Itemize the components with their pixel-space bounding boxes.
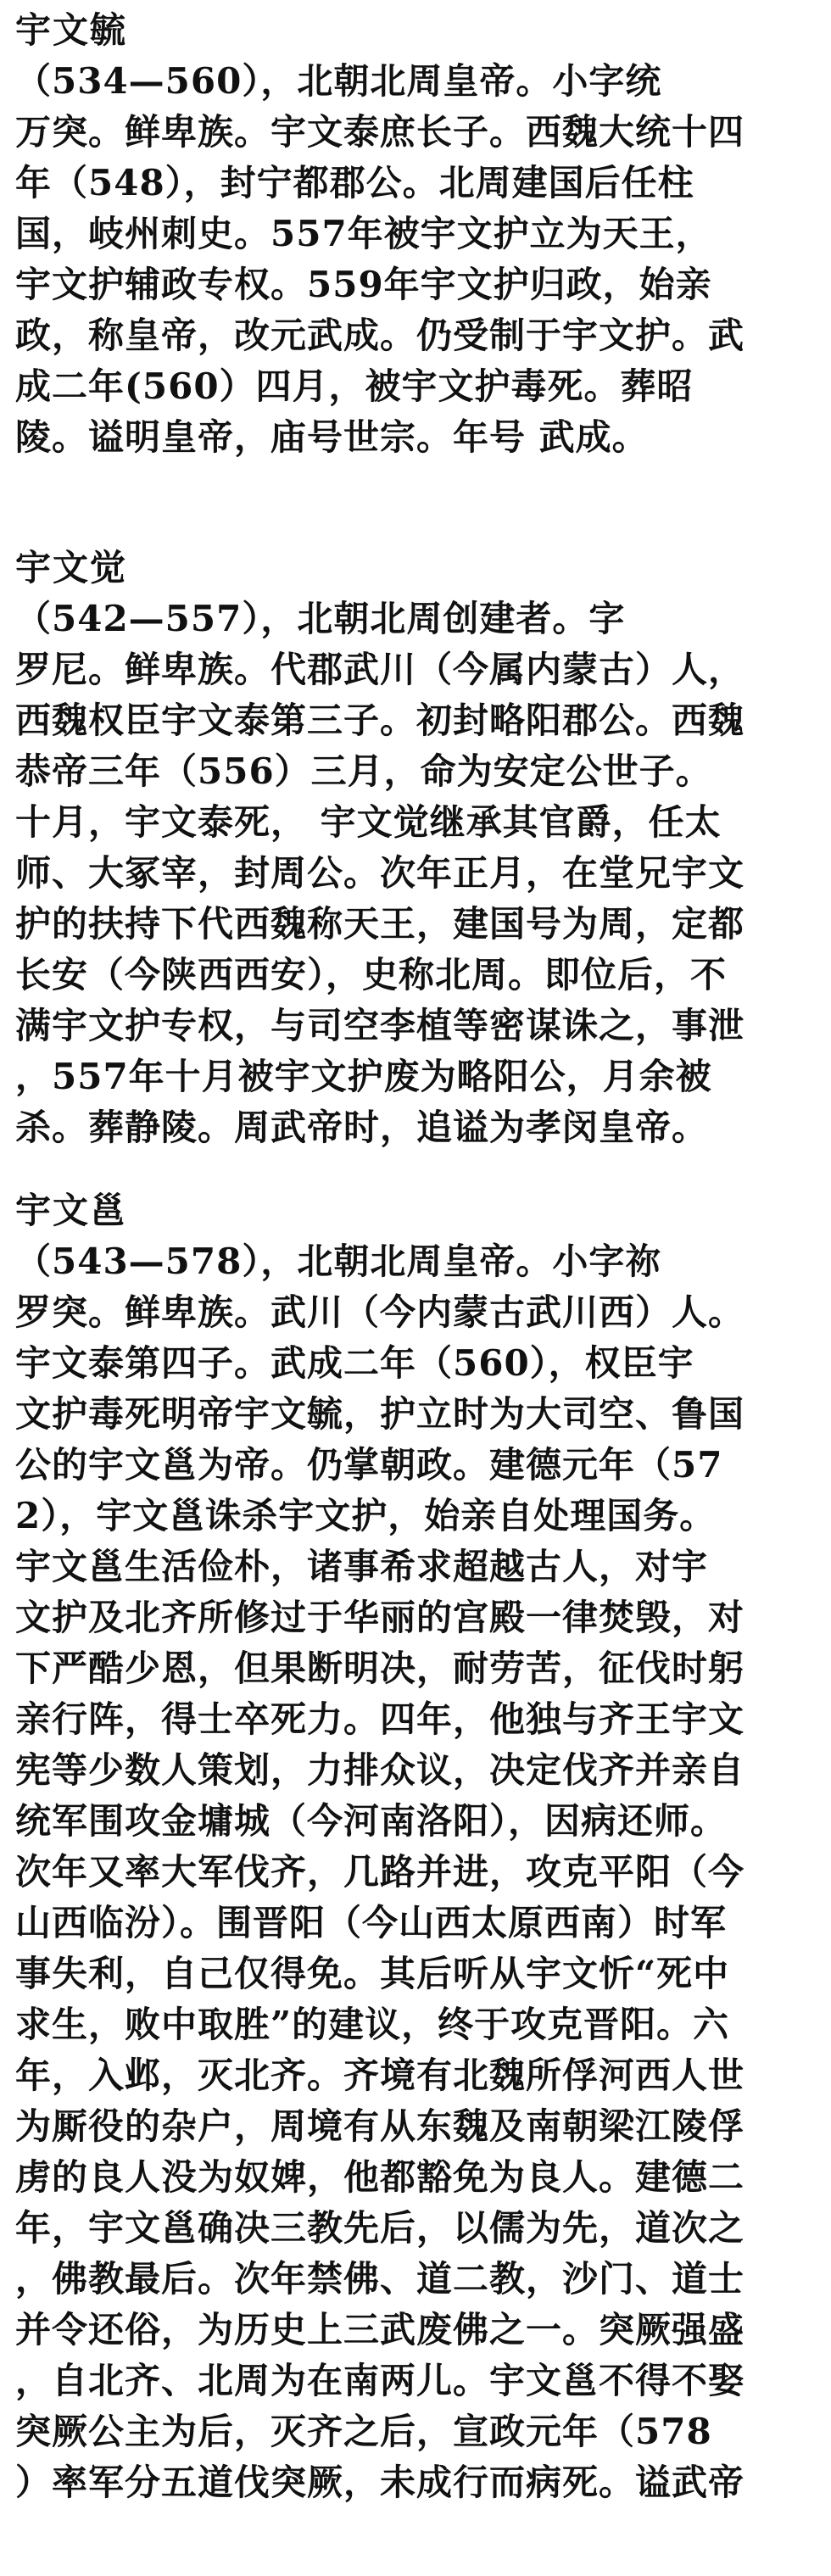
text-line: 为厮役的杂户，周境有从东魏及南朝梁江陵俘 [15,2105,745,2147]
entry-title: 宇文毓 [15,9,128,51]
text-line: 宇文泰第四子。武成二年（560），权臣宇 [15,1342,694,1384]
text-line: 长安（今陕西西安），史称北周。即位后，不 [15,954,728,995]
text-line: （534—560），北朝北周皇帝。小字统 [15,60,662,102]
text-line: 2），宇文邕诛杀宇文护，始亲自处理国务。 [15,1495,717,1536]
entry-title: 宇文邕 [15,1190,128,1231]
text-line: 万突。鲜卑族。宇文泰庶长子。西魏大统十四 [15,111,745,153]
entry-title: 宇文觉 [15,547,128,588]
text-line: （542—557），北朝北周创建者。字 [15,598,626,639]
text-line: 十月，宇文泰死， 宇文觉继承其官爵，任太 [15,801,722,843]
text-line: 西魏权臣宇文泰第三子。初封略阳郡公。西魏 [15,700,745,741]
text-line: 公的宇文邕为帝。仍掌朝政。建德元年（57 [15,1444,723,1486]
text-line: 宪等少数人策划，力排众议，决定伐齐并亲自 [15,1749,745,1791]
text-line: 次年又率大军伐齐，几路并进，攻克平阳（今 [15,1851,745,1893]
text-line: 成二年(560）四月，被宇文护毒死。葬昭 [15,365,694,407]
text-line: 师、大冢宰，封周公。次年正月，在堂兄宇文 [15,852,745,894]
text-line: 陵。谥明皇帝，庙号世宗。年号 武成。 [15,416,649,458]
text-line: 求生，败中取胜”的建议，终于攻克晋阳。六 [15,2004,730,2045]
text-line: 满宇文护专权，与司空李植等密谋诛之，事泄 [15,1005,745,1046]
text-line: 突厥公主为后，灭齐之后，宣政元年（578 [15,2411,712,2452]
text-line: 文护毒死明帝宇文毓，护立时为大司空、鲁国 [15,1393,745,1435]
text-line: ）率军分五道伐突厥，未成行而病死。谥武帝 [15,2462,745,2503]
text-line: 年（548），封宁都郡公。北周建国后任柱 [15,162,694,204]
text-line: ，自北齐、北周为在南两儿。宇文邕不得不娶 [15,2360,745,2401]
text-line: 罗突。鲜卑族。武川（今内蒙古武川西）人。 [15,1291,745,1333]
text-line: 虏的良人没为奴婢，他都豁免为良人。建德二 [15,2156,745,2198]
text-line: 政，称皇帝，改元武成。仍受制于宇文护。武 [15,315,745,356]
text-line: ，557年十月被宇文护废为略阳公，月余被 [15,1056,712,1097]
text-line: 年，入邺，灭北齐。齐境有北魏所俘河西人世 [15,2055,745,2096]
text-line: 护的扶持下代西魏称天王，建国号为周，定都 [15,903,745,945]
text-line: 统军围攻金墉城（今河南洛阳），因病还师。 [15,1800,728,1842]
text-line: 杀。葬静陵。周武帝时，追谥为孝闵皇帝。 [15,1107,709,1148]
text-line: ，佛教最后。次年禁佛、道二教，沙门、道士 [15,2258,745,2300]
text-line: 宇文护辅政专权。559年宇文护归政，始亲 [15,264,712,305]
text-line: 事失利，自己仅得免。其后听从宇文忻“死中 [15,1953,730,1994]
text-line: 山西临汾）。围晋阳（今山西太原西南）时军 [15,1902,728,1943]
text-line: 年，宇文邕确决三教先后，以儒为先，道次之 [15,2207,745,2249]
text-line: 并令还俗，为历史上三武废佛之一。突厥强盛 [15,2309,745,2350]
text-line: 恭帝三年（556）三月，命为安定公世子。 [15,750,712,792]
text-line: 下严酷少恩，但果断明决，耐劳苦，征伐时躬 [15,1648,745,1689]
text-line: 亲行阵，得士卒死力。四年，他独与齐王宇文 [15,1698,745,1740]
text-line: 罗尼。鲜卑族。代郡武川（今属内蒙古）人， [15,649,745,690]
text-line: 国，岐州刺史。557年被宇文护立为天王， [15,213,712,254]
text-line: 文护及北齐所修过于华丽的宫殿一律焚毁，对 [15,1597,745,1638]
text-line: 宇文邕生活俭朴，诸事希求超越古人，对宇 [15,1546,709,1587]
text-line: （543—578），北朝北周皇帝。小字祢 [15,1241,662,1282]
